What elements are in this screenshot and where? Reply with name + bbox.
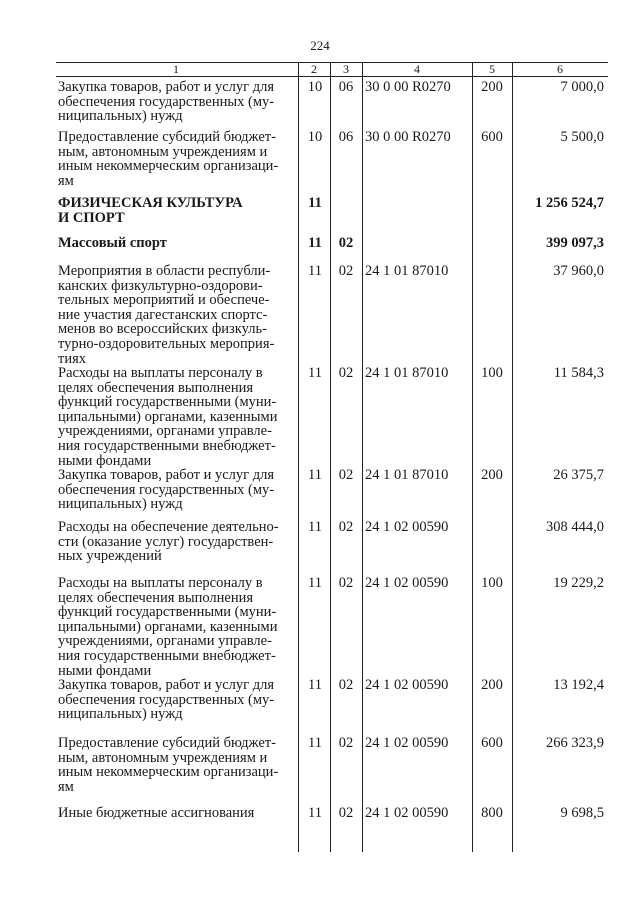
row-section: 11 [308,235,322,251]
row-name: ФИЗИЧЕСКАЯ КУЛЬТУРА И СПОРТ [58,195,243,226]
header-col-2: 2 [311,62,317,76]
row-amount: 37 960,0 [553,263,604,279]
row-target-code: 24 1 01 87010 [365,263,449,279]
row-subsection: 02 [338,805,354,821]
row-subsection: 02 [338,467,354,483]
row-amount: 308 444,0 [546,519,604,535]
row-name: Расходы на обеспечение деятельно- сти (оказание услуг) государствен- ных учреждений [58,519,279,565]
row-name: Закупка товаров, работ и услуг для обеспечения государственных (му- ниципальных) нужд [58,79,275,125]
column-divider [298,62,299,852]
row-target-code: 24 1 02 00590 [365,677,449,693]
row-section: 10 [307,79,323,95]
row-expense-type: 600 [481,735,503,751]
row-section: 11 [308,805,322,821]
row-section: 11 [308,195,322,211]
page-number: 224 [310,38,330,53]
row-target-code: 24 1 02 00590 [365,735,449,751]
header-col-3: 3 [343,62,349,76]
row-expense-type: 100 [481,575,503,591]
row-amount: 13 192,4 [553,677,604,693]
row-section: 11 [308,677,322,693]
row-expense-type: 200 [481,79,503,95]
column-divider [330,62,331,852]
row-amount: 5 500,0 [560,129,604,145]
row-section: 11 [308,519,322,535]
row-amount: 399 097,3 [546,235,604,251]
row-amount: 19 229,2 [553,575,604,591]
row-subsection: 02 [338,519,354,535]
row-expense-type: 100 [481,365,503,381]
row-target-code: 24 1 01 87010 [365,467,449,483]
row-section: 11 [308,467,322,483]
row-amount: 1 256 524,7 [535,195,604,211]
row-section: 11 [308,365,322,381]
row-target-code: 24 1 02 00590 [365,805,449,821]
row-name: Закупка товаров, работ и услуг для обеспечения государственных (му- ниципальных) нужд [58,677,275,723]
row-name: Мероприятия в области республи- канских физкультурно-оздорови- тельных мероприятий и обеспече- ние участия дагестанских спортс- менов во всероссийских физкуль- турно-оздоровительных мероприя- тиях [58,263,275,367]
column-divider [512,62,513,852]
column-divider [472,62,473,852]
row-subsection: 02 [338,235,354,251]
row-target-code: 24 1 01 87010 [365,365,449,381]
header-col-1: 1 [173,62,179,76]
row-amount: 11 584,3 [553,365,604,381]
row-amount: 26 375,7 [553,467,604,483]
row-name: Расходы на выплаты персоналу в целях обеспечения выполнения функций государственными (муни- ципальными) органами, казенными учреждениями, органами управле- ния государственными внебюджет- ными фондами [58,575,278,679]
header-col-4: 4 [414,62,420,76]
row-subsection: 02 [338,263,354,279]
row-name: Иные бюджетные ассигнования [58,805,255,821]
row-subsection: 02 [338,677,354,693]
row-subsection: 02 [338,365,354,381]
row-section: 11 [308,263,322,279]
header-col-5: 5 [489,62,495,76]
row-target-code: 24 1 02 00590 [365,575,449,591]
row-amount: 7 000,0 [560,79,604,95]
row-target-code: 30 0 00 R0270 [365,129,451,145]
row-target-code: 30 0 00 R0270 [365,79,451,95]
row-expense-type: 200 [481,467,503,483]
row-target-code: 24 1 02 00590 [365,519,449,535]
table-header [56,62,608,77]
row-amount: 266 323,9 [546,735,604,751]
row-name: Закупка товаров, работ и услуг для обеспечения государственных (му- ниципальных) нужд [58,467,275,513]
row-expense-type: 600 [481,129,503,145]
row-amount: 9 698,5 [560,805,604,821]
row-name: Предоставление субсидий бюджет- ным, автономным учреждениям и иным некоммерческим организаци- ям [58,735,279,795]
row-subsection: 02 [338,575,354,591]
row-section: 11 [308,575,322,591]
column-divider [362,62,363,852]
row-name: Массовый спорт [58,235,167,251]
row-name: Расходы на выплаты персоналу в целях обеспечения выполнения функций государственными (муни- ципальными) органами, казенными учреждениями, органами управле- ния государственными внебюджет- ными фондами [58,365,278,469]
row-subsection: 06 [338,129,354,145]
row-name: Предоставление субсидий бюджет- ным, автономным учреждениям и иным некоммерческим организаци- ям [58,129,279,189]
row-expense-type: 200 [481,677,503,693]
row-section: 10 [307,129,323,145]
row-subsection: 02 [338,735,354,751]
row-expense-type: 800 [481,805,503,821]
row-section: 11 [308,735,322,751]
header-col-6: 6 [557,62,563,76]
row-subsection: 06 [338,79,354,95]
